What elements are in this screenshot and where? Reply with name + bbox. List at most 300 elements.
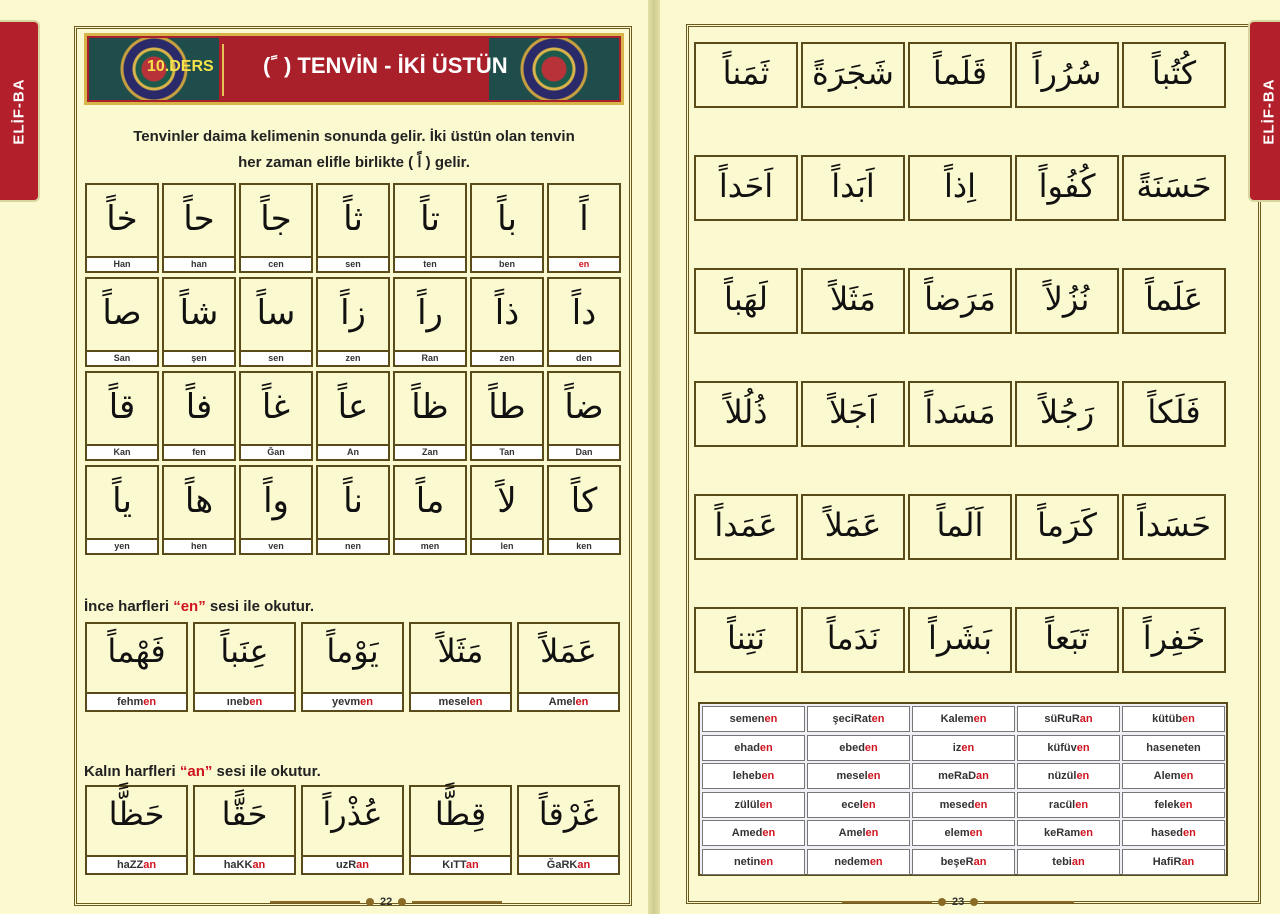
transliteration-label [87, 538, 157, 553]
transliteration-label [411, 692, 510, 710]
arabic-word-card [1015, 42, 1119, 108]
reading-cell [702, 849, 805, 875]
label-highlight: an [1181, 855, 1195, 868]
arabic-word-card [1015, 494, 1119, 560]
label-highlight: an [1079, 713, 1093, 725]
ince-heading-post: sesi ile okutur. [205, 598, 315, 615]
transliteration-label [472, 350, 542, 365]
arabic-word-card [908, 381, 1012, 447]
transliteration-label [164, 538, 234, 553]
arabic-letter: خاً [106, 199, 138, 239]
arabic-letter: ناً [343, 481, 363, 521]
letter-cell [316, 183, 390, 273]
page-number-right [842, 896, 1074, 908]
label-highlight: en [575, 696, 589, 708]
transliteration-label [241, 444, 311, 459]
label-base: Dan [575, 447, 593, 457]
arabic-word-card [908, 268, 1012, 334]
arabic-letter: اً [579, 199, 589, 239]
label-base: süRuR [1044, 713, 1080, 725]
transliteration-label [195, 692, 294, 710]
arabic-word: ذُلُلاً [724, 393, 768, 431]
transliteration-label [519, 692, 618, 710]
lesson-title: ( ً ) TENVİN - İKİ ÜSTÜN [263, 53, 508, 78]
reading-cell [807, 849, 910, 875]
arabic-word: عَمَلاً [540, 632, 597, 670]
label-base: Zan [421, 447, 438, 457]
right-page [660, 0, 1280, 914]
arabic-word: عُذْراً [322, 795, 383, 833]
transliteration-label [164, 350, 234, 365]
letter-cell [162, 277, 236, 367]
arabic-word: مَثَلاً [830, 280, 876, 318]
label-highlight: en [764, 713, 778, 725]
reading-cell [807, 820, 910, 846]
arabic-word-card [1015, 155, 1119, 221]
transliteration-label [411, 855, 510, 873]
arabic-word-card [801, 381, 905, 447]
label-base: yevm [332, 696, 361, 708]
arabic-word: رَجُلاً [1039, 393, 1095, 431]
label-base: mesel [438, 696, 470, 708]
label-base: hen [190, 541, 207, 551]
reading-cell [807, 735, 910, 761]
reading-cell [807, 706, 910, 732]
word-cell [409, 622, 512, 712]
label-base: Amel [548, 696, 576, 708]
label-highlight: an [1071, 855, 1085, 868]
transliteration-label [549, 256, 619, 271]
transliteration-label [87, 350, 157, 365]
letter-cell [162, 183, 236, 273]
letter-cell [470, 465, 544, 555]
label-highlight: en [1076, 770, 1090, 782]
arabic-word: بَشَراً [928, 619, 992, 657]
letter-cell [239, 371, 313, 461]
reading-cell [1122, 706, 1225, 732]
transliteration-label [395, 350, 465, 365]
reading-cell [1017, 792, 1120, 818]
reading-cell [1017, 849, 1120, 875]
reading-cell [912, 820, 1015, 846]
arabic-word: مَسَداً [924, 393, 996, 431]
arabic-word: قِطًّا [434, 795, 487, 833]
transliteration-label [472, 444, 542, 459]
transliteration-label [318, 538, 388, 553]
label-base: hased [1151, 827, 1183, 839]
arabic-word: حَظًّا [108, 795, 165, 833]
arabic-letter: حاً [183, 199, 215, 239]
reading-cell [912, 763, 1015, 789]
transliteration-label [87, 692, 186, 710]
word-cell [301, 622, 404, 712]
label-highlight: an [356, 859, 369, 871]
arabic-letter: صاً [102, 293, 142, 333]
arabic-letter: ضاً [564, 387, 604, 427]
arabic-word: نُزُلاً [1044, 280, 1090, 318]
transliteration-label [519, 855, 618, 873]
arabic-word-card [694, 268, 798, 334]
label-highlight: en [867, 770, 881, 782]
transliteration-label [303, 855, 402, 873]
label-highlight: en [761, 770, 775, 782]
banner-divider [222, 44, 224, 96]
transliteration-label [241, 350, 311, 365]
reading-cell [702, 763, 805, 789]
label-highlight: an [143, 859, 157, 871]
arabic-word: يَوْماً [326, 632, 379, 670]
label-base: ebed [839, 741, 865, 754]
letter-cell [239, 183, 313, 273]
kalin-heading-pre: Kalın harfleri [84, 763, 180, 780]
arabic-letter: داً [571, 293, 597, 333]
label-highlight: en [1179, 798, 1193, 811]
arabic-word: تَبَعاً [1045, 619, 1089, 657]
label-base: den [575, 353, 592, 363]
label-highlight: an [252, 859, 266, 871]
arabic-letter: ذاً [494, 293, 520, 333]
letter-cell [316, 277, 390, 367]
letter-cell [470, 371, 544, 461]
transliteration-label [87, 256, 157, 271]
label-base: Kan [113, 447, 131, 457]
label-base: Tan [499, 447, 515, 457]
arabic-word: ثَمَناً [722, 54, 770, 92]
arabic-word-card [908, 42, 1012, 108]
label-highlight: en [1182, 827, 1196, 839]
letter-cell [547, 277, 621, 367]
arabic-word: مَرَضاً [924, 280, 996, 318]
arabic-word: غَرْقاً [538, 795, 599, 833]
label-base: leheb [732, 770, 762, 782]
label-base: haZZ [116, 859, 144, 871]
reading-cell [1122, 820, 1225, 846]
label-base: ĞaRK [546, 859, 578, 871]
word-cell [409, 785, 512, 875]
arabic-word: عِنَباً [220, 632, 269, 670]
label-base: fehm [116, 696, 144, 708]
arabic-letter: ثاً [343, 199, 363, 239]
letter-cell [470, 277, 544, 367]
reading-cell [1017, 735, 1120, 761]
arabic-word: نَتِناً [727, 619, 765, 657]
arabic-letter: ماً [415, 481, 445, 521]
arabic-word-card [1122, 494, 1226, 560]
label-highlight: en [864, 741, 878, 754]
label-base: Ran [421, 353, 439, 363]
label-base: nüzül [1047, 770, 1077, 782]
label-base: Han [113, 259, 131, 269]
label-base: KıTT [442, 859, 466, 871]
label-base: San [113, 353, 131, 363]
arabic-word-card [694, 607, 798, 673]
arabic-letter: ياً [112, 481, 132, 521]
ince-heading-pre: İnce harfleri [84, 598, 174, 615]
arabic-letter: قاً [108, 387, 136, 427]
intro-line-1: Tenvinler daima kelimenin sonunda gelir. İki üstün olan tenvin [133, 128, 575, 145]
label-base: fen [192, 447, 206, 457]
side-tab-label: ELİF-BA [1260, 77, 1278, 145]
label-base: kütüb [1152, 713, 1183, 725]
letter-cell [547, 465, 621, 555]
arabic-word: اَبَداً [831, 167, 875, 205]
reading-cell [807, 792, 910, 818]
book-gutter [648, 0, 660, 914]
word-cell [85, 785, 188, 875]
arabic-word-card [694, 42, 798, 108]
arabic-word-card [1015, 607, 1119, 673]
arabic-letter: زاً [340, 293, 366, 333]
letter-cell [85, 465, 159, 555]
label-base: netin [733, 855, 761, 868]
arabic-word: اَلَماً [936, 506, 984, 544]
reading-cell [1122, 735, 1225, 761]
arabic-letter: كاً [570, 481, 598, 521]
transliteration-label [164, 256, 234, 271]
arabic-word-card [801, 494, 905, 560]
reading-cell [912, 849, 1015, 875]
reading-cell [807, 763, 910, 789]
arabic-word: نَدَماً [826, 619, 880, 657]
label-base: haseneten [1146, 741, 1201, 754]
label-highlight: en [974, 798, 988, 811]
footer-dot-icon [398, 898, 406, 906]
label-base: ken [576, 541, 592, 551]
word-cell [517, 622, 620, 712]
arabic-word: قَلَماً [932, 54, 988, 92]
arabic-word: حَسَداً [1136, 506, 1211, 544]
reading-cell [702, 735, 805, 761]
arabic-word: كُفُواً [1038, 167, 1096, 205]
arabic-word-card [801, 155, 905, 221]
label-base: ecel [841, 798, 863, 811]
kalin-heading-highlight: “an” [179, 763, 213, 780]
label-base: ten [423, 259, 437, 269]
reading-cell [1017, 763, 1120, 789]
arabic-word-card [1122, 268, 1226, 334]
transliteration-label [472, 538, 542, 553]
label-base: meRaD [938, 770, 977, 782]
arabic-word: فَلَكاً [1147, 393, 1201, 431]
label-base: keRam [1044, 827, 1081, 839]
label-highlight: en [762, 827, 776, 839]
footer-line [270, 901, 360, 903]
arabic-letter: ظاً [411, 387, 449, 427]
transliteration-label [241, 256, 311, 271]
arabic-word: خَفِراً [1142, 619, 1206, 657]
label-base: şen [191, 353, 207, 363]
arabic-word-card [694, 381, 798, 447]
label-highlight: en [1180, 770, 1194, 782]
arabic-word-card [801, 42, 905, 108]
label-base: zen [499, 353, 515, 363]
arabic-word: شَجَرَةً [812, 54, 894, 92]
label-base: men [420, 541, 440, 551]
page-number-left [270, 896, 502, 908]
arabic-word-card [1122, 155, 1226, 221]
kalin-heading-post: sesi ile okutur. [212, 763, 321, 780]
side-tab-left [0, 22, 38, 200]
footer-dot-icon [938, 898, 946, 906]
letter-cell [162, 371, 236, 461]
letter-cell [316, 371, 390, 461]
label-base: mesel [836, 770, 868, 782]
arabic-word-card [908, 494, 1012, 560]
label-base: ıneb [226, 696, 250, 708]
arabic-word: اَجَلاً [829, 393, 877, 431]
footer-dot-icon [970, 898, 978, 906]
label-base: iz [952, 741, 962, 754]
transliteration-label [87, 855, 186, 873]
transliteration-label [87, 444, 157, 459]
letter-cell [393, 371, 467, 461]
label-highlight: en [862, 798, 876, 811]
reading-cell [912, 706, 1015, 732]
reading-cell [702, 792, 805, 818]
label-highlight: en [143, 696, 157, 708]
arabic-word: حَسَنَةً [1136, 167, 1212, 205]
arabic-letter: شاً [179, 293, 219, 333]
label-highlight: en [360, 696, 373, 708]
arabic-word: سُرُراً [1032, 54, 1102, 92]
label-base: zülül [734, 798, 760, 811]
label-base: Kalem [940, 713, 974, 725]
label-base: An [347, 447, 359, 457]
label-highlight: an [465, 859, 479, 871]
ornament-icon [489, 38, 619, 100]
label-base: nen [344, 541, 361, 551]
arabic-letter: غاً [261, 387, 291, 427]
arabic-word: كُتُباً [1151, 54, 1197, 92]
reading-cell [1122, 763, 1225, 789]
letter-cell [85, 371, 159, 461]
transliteration-label [318, 256, 388, 271]
label-highlight: en [969, 827, 983, 839]
transliteration-label [195, 855, 294, 873]
label-base: sen [345, 259, 361, 269]
letter-cell [85, 277, 159, 367]
arabic-letter: لاً [497, 481, 517, 521]
letter-cell [393, 183, 467, 273]
label-base: felek [1154, 798, 1180, 811]
arabic-letter: راً [417, 293, 443, 333]
label-base: HafiR [1152, 855, 1182, 868]
side-tab-right [1250, 22, 1280, 200]
arabic-word: عَلَماً [1145, 280, 1203, 318]
reading-cell [1122, 849, 1225, 875]
label-base: haKK [223, 859, 253, 871]
side-tab-label: ELİF-BA [10, 77, 28, 145]
letter-cell [162, 465, 236, 555]
label-base: zen [345, 353, 361, 363]
label-base: şeciRat [832, 713, 872, 725]
arabic-letter: تاً [420, 199, 440, 239]
word-cell [517, 785, 620, 875]
lesson-number: 10.DERS [147, 58, 214, 75]
reading-cell [1122, 792, 1225, 818]
arabic-word: اَحَداً [718, 167, 774, 205]
word-cell [193, 622, 296, 712]
reading-cell [912, 792, 1015, 818]
transliteration-label [549, 538, 619, 553]
label-highlight: an [973, 855, 987, 868]
label-base: beşeR [940, 855, 974, 868]
label-highlight: en [865, 827, 879, 839]
footer-line [842, 901, 932, 903]
label-base: Alem [1153, 770, 1181, 782]
arabic-letter: باً [497, 199, 517, 239]
label-base: Amel [838, 827, 866, 839]
letter-cell [470, 183, 544, 273]
reading-cell [702, 706, 805, 732]
label-highlight: en [249, 696, 263, 708]
label-highlight: en [1182, 713, 1195, 725]
arabic-letter: فاً [185, 387, 213, 427]
label-base: cen [268, 259, 284, 269]
lesson-banner [84, 33, 624, 105]
arabic-word: مَثَلاً [437, 632, 484, 670]
arabic-word: فَهْماً [107, 632, 166, 670]
arabic-word-card [1122, 607, 1226, 673]
page-number-text: 22 [380, 896, 393, 908]
transliteration-label [395, 256, 465, 271]
arabic-word: عَمَلاً [824, 506, 882, 544]
arabic-letter: عاً [337, 387, 369, 427]
letter-cell [239, 277, 313, 367]
footer-line [984, 901, 1074, 903]
transliteration-label [303, 692, 402, 710]
word-cell [85, 622, 188, 712]
page-number-text: 23 [952, 896, 965, 908]
arabic-word-card [801, 268, 905, 334]
reading-cell [912, 735, 1015, 761]
kalin-heading [84, 763, 321, 780]
label-base: sen [268, 353, 284, 363]
label-highlight: en [869, 855, 883, 868]
label-base: ehad [734, 741, 760, 754]
transliteration-label [472, 256, 542, 271]
label-base: Ğan [267, 447, 285, 457]
arabic-word-card [694, 155, 798, 221]
label-base: yen [114, 541, 130, 551]
ince-heading-highlight: “en” [173, 598, 206, 615]
label-highlight: an [577, 859, 591, 871]
label-highlight: en [760, 855, 774, 868]
arabic-letter: واً [263, 481, 289, 521]
arabic-word-card [1122, 381, 1226, 447]
arabic-word-card [1015, 381, 1119, 447]
label-base: Amed [731, 827, 763, 839]
label-base: ben [498, 259, 515, 269]
intro-text [84, 124, 624, 176]
arabic-word: عَمَداً [714, 506, 778, 544]
transliteration-label [164, 444, 234, 459]
intro-line-2: her zaman elifle birlikte ( اً ) gelir. [238, 154, 470, 171]
transliteration-label [395, 538, 465, 553]
transliteration-label [395, 444, 465, 459]
label-highlight: an [976, 770, 989, 782]
arabic-letter: هاً [184, 481, 214, 521]
reading-cell [1017, 820, 1120, 846]
letter-cell [393, 465, 467, 555]
label-base: elem [944, 827, 970, 839]
arabic-letter: طاً [488, 387, 526, 427]
letter-cell [393, 277, 467, 367]
label-highlight: en [469, 696, 483, 708]
arabic-word-card [908, 607, 1012, 673]
label-highlight: en [973, 713, 987, 725]
arabic-letter: ساً [256, 293, 296, 333]
